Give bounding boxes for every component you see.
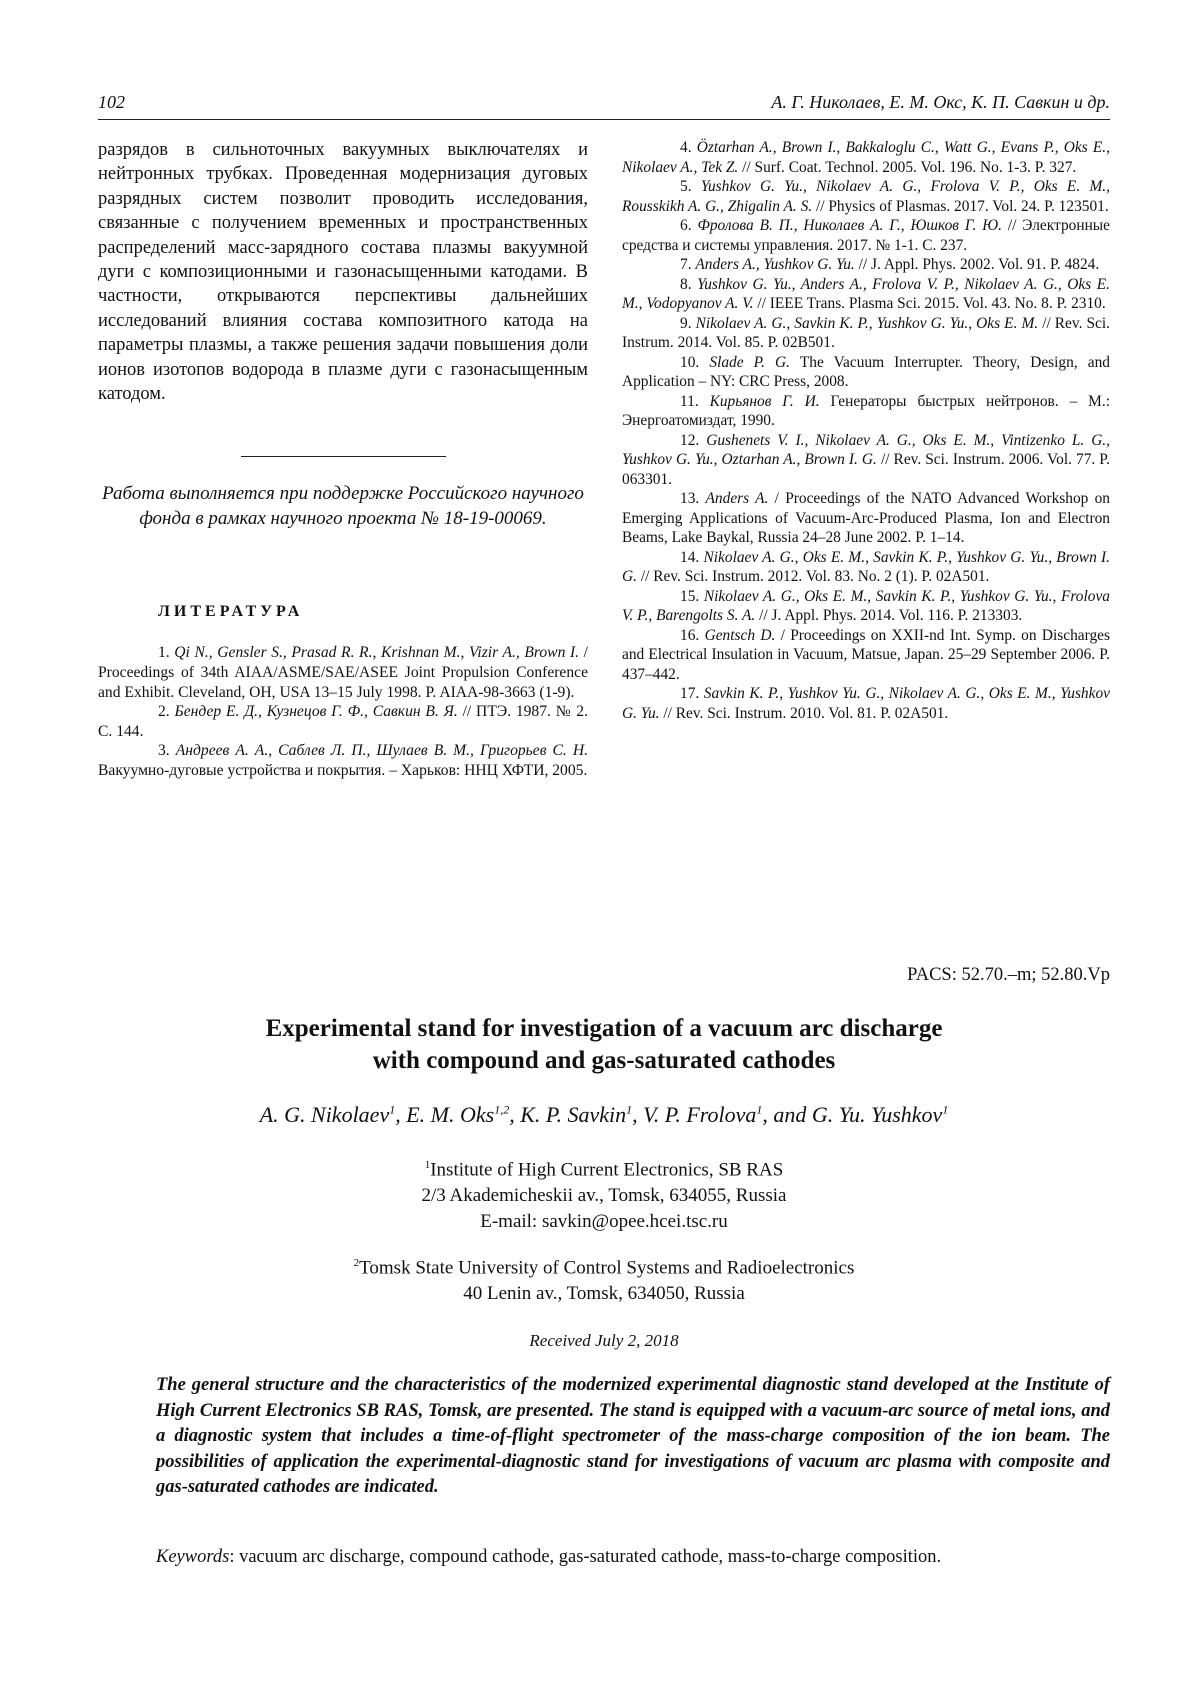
reference-item xyxy=(622,255,1110,275)
reference-number: 12. xyxy=(680,432,699,449)
reference-authors: Anders A., Yushkov G. Yu. xyxy=(695,256,854,273)
affiliation-1 xyxy=(98,1152,1110,1235)
affiliation-2-address: 40 Lenin av., Tomsk, 634050, Russia xyxy=(98,1281,1110,1307)
reference-number: 7. xyxy=(680,256,692,273)
reference-authors: Slade P. G. xyxy=(709,354,790,371)
reference-number: 5. xyxy=(680,178,692,195)
author-name: K. P. Savkin xyxy=(520,1102,626,1127)
reference-details: // IEEE Trans. Plasma Sci. 2015. Vol. 43. No. 8. P. 2310. xyxy=(754,295,1106,312)
reference-number: 4. xyxy=(680,139,692,156)
author-separator: , xyxy=(509,1102,520,1127)
body-paragraph: разрядов в сильноточных вакуумных выключателях и нейтронных трубках. Проведенная модернизация дуговых разрядных систем позволит проводить исследования, связанные с получением временных и пространственных распределений масс-зарядного состава плазмы вакуумной дуги с композиционными и газонасыщенными катодами. В частности, открываются перспективы дальнейших исследований влияния состава композитного катода на параметры плазмы, а также решения задачи повышения доли ионов изотопов водорода в плазме дуги с газонасыщенным катодом. xyxy=(98,138,588,406)
reference-number: 1. xyxy=(158,644,170,661)
reference-details: // Rev. Sci. Instrum. 2006. Vol. 77. P. 063301. xyxy=(622,451,1110,488)
reference-number: 9. xyxy=(680,315,692,332)
reference-item xyxy=(98,702,588,741)
reference-item xyxy=(622,216,1110,255)
reference-authors: Nikolaev A. G., Oks E. M., Savkin K. P., Yushkov G. Yu., Brown I. G. xyxy=(622,549,1110,586)
affiliation-1-institute: Institute of High Current Electronics, SB RAS xyxy=(430,1159,783,1180)
literature-heading: ЛИТЕРАТУРА xyxy=(158,603,588,621)
article-title-line2: with compound and gas-saturated cathodes xyxy=(98,1045,1110,1077)
author-affiliation-sup: 1 xyxy=(756,1103,762,1117)
keywords-text: : vacuum arc discharge, compound cathode, gas-saturated cathode, mass-to-charge composition. xyxy=(229,1547,941,1567)
affiliation-2 xyxy=(98,1250,1110,1307)
author-name: E. M. Oks xyxy=(406,1102,494,1127)
author-affiliation-sup: 1 xyxy=(389,1103,395,1117)
reference-number: 6. xyxy=(680,217,692,234)
reference-details: // J. Appl. Phys. 2002. Vol. 91. P. 4824. xyxy=(855,256,1099,273)
article-title xyxy=(98,1013,1110,1077)
reference-details: / Proceedings of the NATO Advanced Workshop on Emerging Applications of Vacuum-Arc-Produced Plasma, Ion and Electron Beams, Lake Baykal, Russia 24–28 June 2002. P. 1–14. xyxy=(622,490,1110,546)
reference-number: 15. xyxy=(680,588,699,605)
affiliation-2-institute: Tomsk State University of Control Systems and Radioelectronics xyxy=(359,1257,854,1278)
reference-details: // Rev. Sci. Instrum. 2014. Vol. 85. P. 02B501. xyxy=(622,315,1110,352)
keywords-label: Keywords xyxy=(156,1547,229,1567)
author-separator: , xyxy=(632,1102,643,1127)
reference-details: / Proceedings of 34th AIAA/ASME/SAE/ASEE Joint Propulsion Conference and Exhibit. Cleveland, OH, USA 13–15 July 1998. P. AIAA-98-3663 (1-9). xyxy=(98,644,588,700)
reference-number: 16. xyxy=(680,627,699,644)
reference-authors: Gentsch D. xyxy=(705,627,776,644)
author-affiliation-sup: 1 xyxy=(626,1103,632,1117)
reference-details: // ПТЭ. 1987. № 2. С. 144. xyxy=(98,703,588,740)
author-affiliation-sup: 1 xyxy=(942,1103,948,1117)
reference-authors: Savkin K. P., Yushkov Yu. G., Nikolaev A. G., Oks E. M., Yushkov G. Yu. xyxy=(622,685,1110,722)
received-date: Received July 2, 2018 xyxy=(98,1331,1110,1351)
author-separator: , and xyxy=(762,1102,812,1127)
reference-details: // Rev. Sci. Instrum. 2012. Vol. 83. No. 2 (1). P. 02A501. xyxy=(637,568,989,585)
reference-number: 11. xyxy=(680,393,699,410)
reference-authors: Yushkov G. Yu., Anders A., Frolova V. P., Nikolaev A. G., Oks E. M., Vodopyanov A. V. xyxy=(622,276,1110,313)
page-number: 102 xyxy=(98,92,125,113)
funding-note: Работа выполняется при поддержке Российского научного фонда в рамках научного проекта № 18-19-00069. xyxy=(98,481,588,531)
reference-authors: Nikolaev A. G., Savkin K. P., Yushkov G. Yu., Oks E. M. xyxy=(696,315,1039,332)
reference-authors: Qi N., Gensler S., Prasad R. R., Krishnan M., Vizir A., Brown I. xyxy=(174,644,579,661)
reference-details: // Physics of Plasmas. 2017. Vol. 24. P. 123501. xyxy=(812,198,1109,215)
reference-item xyxy=(98,741,588,780)
reference-details: // Электронные средства и системы управления. 2017. № 1-1. С. 237. xyxy=(622,217,1110,254)
author-name: G. Yu. Yushkov xyxy=(812,1102,942,1127)
reference-number: 3. xyxy=(158,742,170,759)
reference-details: Вакуумно-дуговые устройства и покрытия. – Харьков: ННЦ ХФТИ, 2005. xyxy=(98,762,587,779)
reference-authors: Бендер Е. Д., Кузнецов Г. Ф., Савкин В. Я. xyxy=(175,703,458,720)
reference-authors: Öztarhan A., Brown I., Bakkaloglu C., Watt G., Evans P., Oks E., Nikolaev A., Tek Z. xyxy=(622,139,1110,176)
right-column xyxy=(622,138,1110,723)
reference-authors: Кирьянов Г. И. xyxy=(710,393,820,410)
affiliation-1-email[interactable]: E-mail: savkin@opee.hcei.tsc.ru xyxy=(98,1209,1110,1235)
reference-item xyxy=(622,684,1110,723)
affiliation-2-sup: 2 xyxy=(354,1257,360,1269)
article-title-line1: Experimental stand for investigation of a vacuum arc discharge xyxy=(98,1013,1110,1045)
reference-details: // Surf. Coat. Technol. 2005. Vol. 196. No. 1-3. P. 327. xyxy=(738,159,1076,176)
reference-number: 14. xyxy=(680,549,699,566)
reference-number: 8. xyxy=(680,276,692,293)
reference-number: 10. xyxy=(680,354,699,371)
running-title: А. Г. Николаев, Е. М. Окс, К. П. Савкин и др. xyxy=(771,92,1110,113)
reference-item xyxy=(98,643,588,702)
left-column xyxy=(98,138,588,781)
reference-number: 17. xyxy=(680,685,699,702)
reference-details: Генераторы быстрых нейтронов. – М.: Энергоатомиздат, 1990. xyxy=(622,393,1110,430)
reference-item xyxy=(622,275,1110,314)
footnote-divider xyxy=(241,456,446,457)
reference-details: // Rev. Sci. Instrum. 2010. Vol. 81. P. 02A501. xyxy=(660,705,949,722)
reference-item xyxy=(622,392,1110,431)
author-affiliation-sup: 1,2 xyxy=(494,1103,509,1117)
reference-authors: Gushenets V. I., Nikolaev A. G., Oks E. M., Vintizenko L. G., Yushkov G. Yu., Oztarhan A., Brown I. G. xyxy=(622,432,1110,469)
reference-item xyxy=(622,548,1110,587)
author-list xyxy=(98,1102,1110,1128)
reference-list-right xyxy=(622,138,1110,723)
reference-item xyxy=(622,138,1110,177)
reference-number: 2. xyxy=(158,703,170,720)
reference-authors: Nikolaev A. G., Oks E. M., Savkin K. P., Yushkov G. Yu., Frolova V. P., Barengolts S. A. xyxy=(622,588,1110,625)
reference-authors: Фролова В. П., Николаев А. Г., Юшков Г. Ю. xyxy=(697,217,1002,234)
author-name: V. P. Frolova xyxy=(643,1102,756,1127)
reference-item xyxy=(622,177,1110,216)
reference-authors: Anders A. xyxy=(706,490,769,507)
reference-item xyxy=(622,431,1110,490)
reference-details: The Vacuum Interrupter. Theory, Design, and Application – NY: CRC Press, 2008. xyxy=(622,354,1110,391)
reference-item xyxy=(622,353,1110,392)
reference-list-left xyxy=(98,643,588,780)
author-separator: , xyxy=(395,1102,406,1127)
reference-number: 13. xyxy=(680,490,699,507)
reference-details: / Proceedings on XXII-nd Int. Symp. on Discharges and Electrical Insulation in Vacuum, Matsue, Japan. 25–29 September 2006. P. 437–442. xyxy=(622,627,1110,683)
running-header xyxy=(98,92,1110,120)
pacs-codes: PACS: 52.70.–m; 52.80.Vp xyxy=(907,965,1110,986)
reference-authors: Андреев А. А., Саблев Л. П., Шулаев В. М., Григорьев С. Н. xyxy=(176,742,588,759)
reference-details: // J. Appl. Phys. 2014. Vol. 116. P. 213303. xyxy=(755,607,1022,624)
reference-item xyxy=(622,489,1110,548)
reference-item xyxy=(622,626,1110,685)
keywords xyxy=(156,1545,1110,1569)
abstract: The general structure and the characteristics of the modernized experimental diagnostic stand developed at the Institute of High Current Electronics SB RAS, Tomsk, are presented. The stand is equipped with a vacuum-arc source of metal ions, and a diagnostic system that includes a time-of-flight spectrometer of the mass-charge composition of the ion beam. The possibilities of application the experimental-diagnostic stand for investigations of vacuum arc plasma with composite and gas-saturated cathodes are indicated. xyxy=(156,1373,1110,1501)
reference-item xyxy=(622,587,1110,626)
reference-item xyxy=(622,314,1110,353)
author-name: A. G. Nikolaev xyxy=(260,1102,390,1127)
affiliation-1-sup: 1 xyxy=(425,1159,431,1171)
affiliation-1-address: 2/3 Akademicheskii av., Tomsk, 634055, Russia xyxy=(98,1183,1110,1209)
reference-authors: Yushkov G. Yu., Nikolaev A. G., Frolova V. P., Oks E. M., Rousskikh A. G., Zhigalin A. S. xyxy=(622,178,1110,215)
